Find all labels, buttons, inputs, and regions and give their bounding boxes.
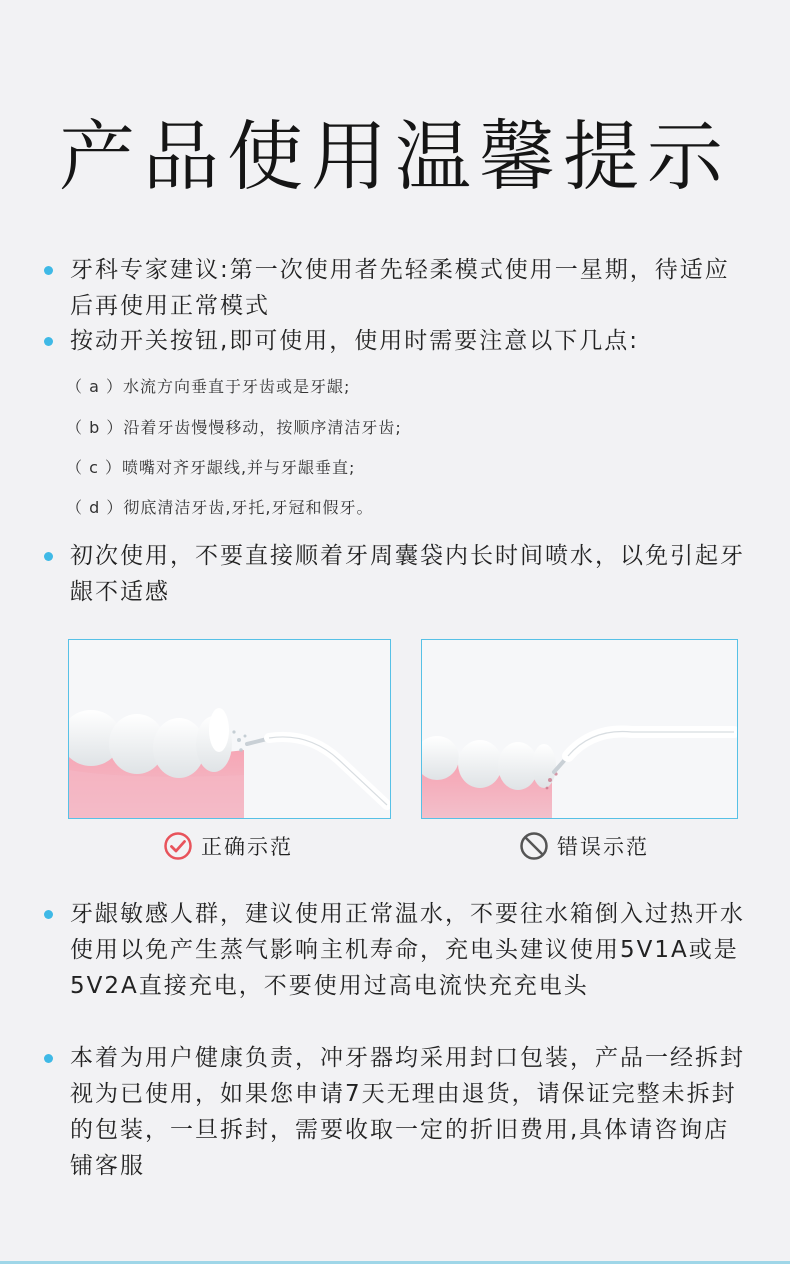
bullet-dot-icon (44, 266, 53, 275)
usage-point-b: （ b ）沿着牙齿慢慢移动，按顺序清洁牙齿; (66, 418, 402, 437)
teeth-illustration-correct (69, 640, 390, 818)
tip-return-policy (44, 1040, 749, 1184)
usage-point-d: （ d ）彻底清洁牙齿,牙托,牙冠和假牙。 (66, 498, 374, 517)
prohibited-icon (519, 831, 549, 861)
usage-point-a: （ a ）水流方向垂直于牙齿或是牙龈; (66, 377, 351, 396)
tip-switch-usage (44, 323, 749, 359)
tip-text: 初次使用，不要直接顺着牙周囊袋内长时间喷水，以免引起牙龈不适感 (70, 543, 745, 605)
wrong-example-image (421, 639, 738, 819)
correct-example-image (68, 639, 391, 819)
tip-text: 本着为用户健康负责，冲牙器均采用封口包装，产品一经拆封视为已使用，如果您申请7天无理由退货，请保证完整未拆封的包装，一旦拆封，需要收取一定的折旧费用,具体请咨询店铺客服 (70, 1045, 745, 1179)
correct-example-label: 正确示范 (201, 835, 293, 859)
bullet-dot-icon (44, 552, 53, 561)
wrong-example-label: 错误示范 (557, 835, 649, 859)
tip-text: 牙科专家建议:第一次使用者先轻柔模式使用一星期，待适应后再使用正常模式 (70, 257, 730, 319)
wrong-example-caption (519, 830, 649, 862)
usage-point-c: （ c ）喷嘴对齐牙龈线,并与牙龈垂直; (66, 458, 356, 477)
check-circle-icon (163, 831, 193, 861)
correct-example-caption (163, 830, 293, 862)
teeth-illustration-wrong (422, 640, 737, 818)
tip-text: 按动开关按钮,即可使用，使用时需要注意以下几点: (70, 328, 640, 354)
tip-sensitive-gums (44, 896, 749, 1004)
bullet-dot-icon (44, 1054, 53, 1063)
page-title: 产品使用温馨提示 (59, 112, 731, 201)
bullet-dot-icon (44, 910, 53, 919)
tip-expert-advice (44, 252, 749, 324)
bullet-dot-icon (44, 337, 53, 346)
tip-text: 牙龈敏感人群，建议使用正常温水，不要往水箱倒入过热开水使用以免产生蒸气影响主机寿命，充电头建议使用5V1A或是5V2A直接充电，不要使用过高电流快充充电头 (70, 901, 745, 999)
tip-first-use (44, 538, 749, 610)
